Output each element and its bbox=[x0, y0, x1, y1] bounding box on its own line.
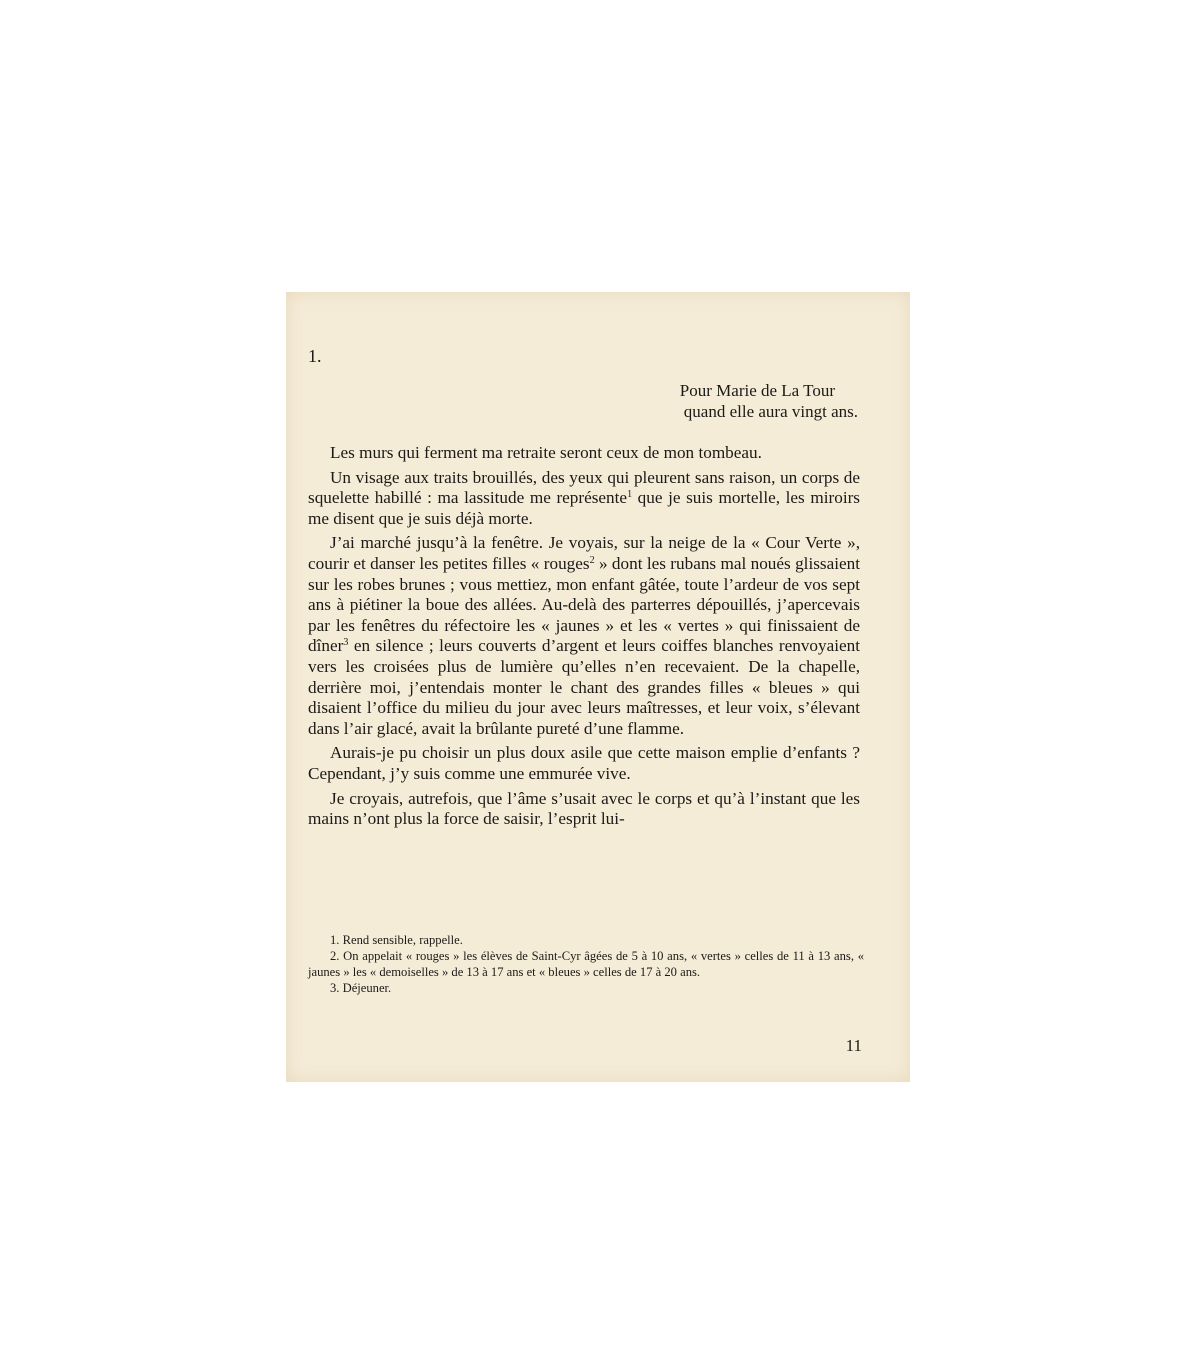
book-page bbox=[286, 292, 910, 1082]
paragraph-text: Je croyais, autrefois, que l’âme s’usait avec le corps et qu’à l’instant que les mains n’ont plus la force de saisir, l’esprit lui- bbox=[308, 788, 860, 829]
footnote: 1. Rend sensible, rappelle. bbox=[330, 933, 463, 947]
footnote-ref: 2 bbox=[589, 554, 595, 566]
body-text bbox=[308, 443, 860, 834]
chapter-number: 1. bbox=[308, 346, 322, 366]
paragraph-text: Aurais-je pu choisir un plus doux asile que cette maison emplie d’enfants ? Cependant, j’y suis comme une emmurée vive. bbox=[308, 743, 860, 783]
footnote-ref: 3 bbox=[343, 637, 349, 649]
paragraph-text: que je suis mortelle, les miroirs me disent que je suis déjà morte. bbox=[308, 488, 861, 528]
paragraph-text: » dont les rubans mal noués glissaient sur les robes brunes ; vous mettiez, mon enfant gâtée, toute l’ardeur de vos sept ans à piétiner la boue des allées. Au-delà des parterres dépouillés, j’apercevais par les fenêtres du réfectoire les « jaunes » et les « vertes » qui finissaient de dîner bbox=[308, 553, 860, 656]
footnote: 3. Déjeuner. bbox=[330, 981, 392, 995]
paragraph bbox=[308, 743, 860, 784]
dedication-line: Pour Marie de La Tour bbox=[679, 381, 836, 400]
page-number: 11 bbox=[845, 1036, 862, 1055]
paragraph-text: Un visage aux traits brouillés, des yeux qui pleurent sans raison, un corps de squelette habillé : ma lassitude me représente bbox=[308, 467, 860, 508]
paragraph-text: J’ai marché jusqu’à la fenêtre. Je voyais, sur la neige de la « Cour Verte », courir et danser les petites filles « rouges bbox=[308, 533, 860, 573]
paragraph bbox=[308, 533, 860, 739]
footnote: 2. On appelait « rouges » les élèves de Saint-Cyr âgées de 5 à 10 ans, « vertes » celles de 11 à 13 ans, « jaunes » les « demoiselles » de 13 à 17 ans et « bleues » celles de 17 à 20 ans. bbox=[308, 949, 864, 979]
paragraph bbox=[308, 443, 860, 464]
paragraph bbox=[308, 789, 860, 830]
paragraph bbox=[308, 468, 860, 530]
paragraph-text: Les murs qui ferment ma retraite seront ceux de mon tombeau. bbox=[330, 443, 762, 462]
paragraph-text: en silence ; leurs couverts d’argent et leurs coiffes blanches renvoyaient vers les croisées plus de lumière qu’elles n’en recevaient. De la chapelle, derrière moi, j’entendais monter le chant des grandes filles « bleues » qui disaient l’office du milieu du jour avec leurs maîtresses, et leur voix, s’élevant dans l’air glacé, avait la brûlante pureté d’une flamme. bbox=[308, 636, 860, 738]
dedication bbox=[680, 380, 858, 422]
footnote-ref: 1 bbox=[627, 489, 633, 501]
dedication-line: quand elle aura vingt ans. bbox=[683, 402, 858, 421]
footnotes bbox=[308, 932, 864, 996]
